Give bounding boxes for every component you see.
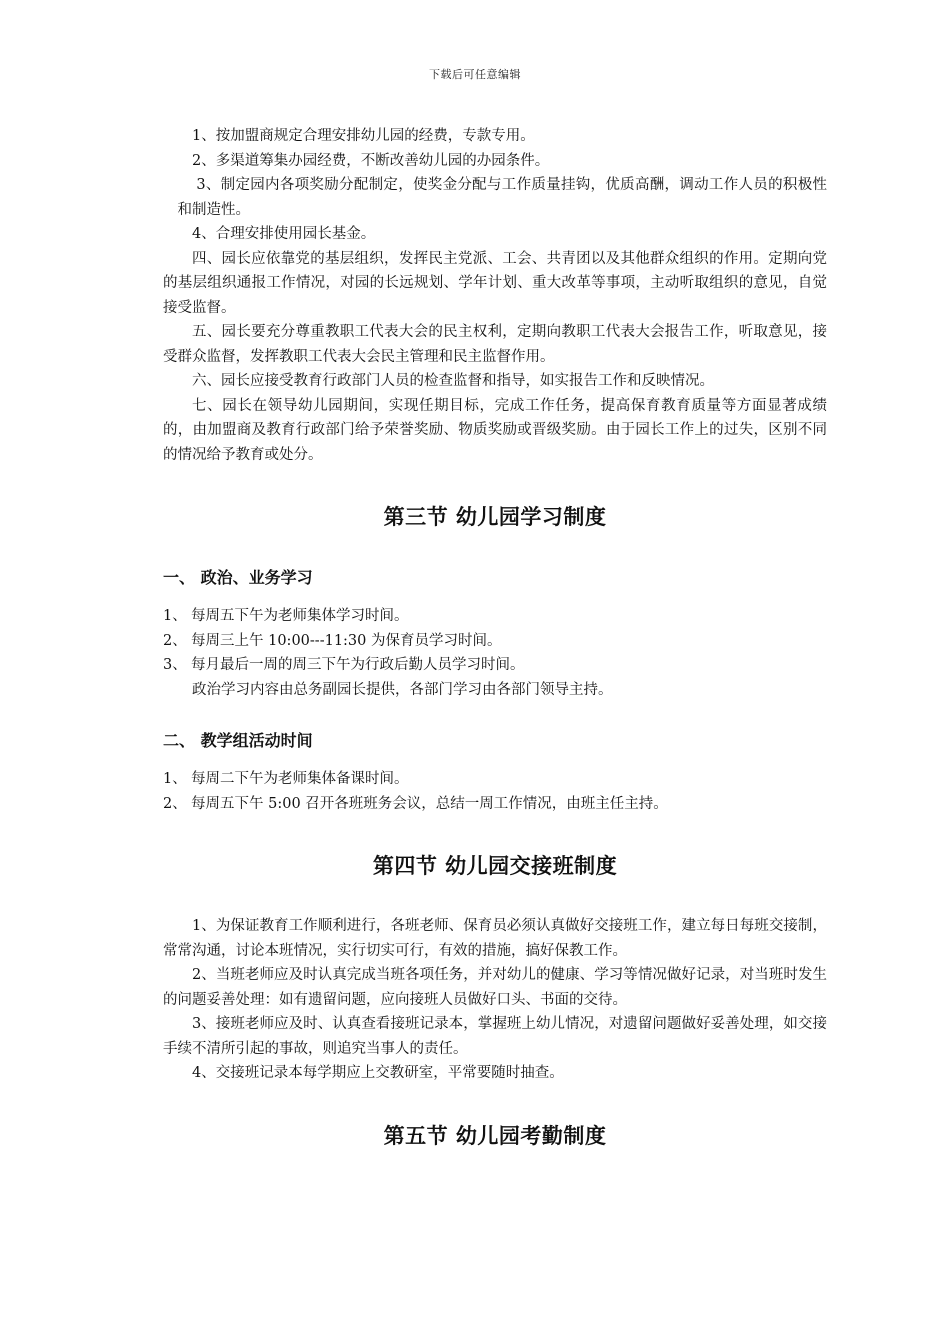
section-title: 第四节 幼儿园交接班制度 (372, 854, 618, 878)
section-title: 第五节 幼儿园考勤制度 (383, 1123, 607, 1148)
paragraph: 五、园长要充分尊重教职工代表大会的民主权利，定期向教职工代表大会报告工作，听取意见，接受群众监督，发挥教职工代表大会民主管理和民主监督作用。 (163, 324, 827, 365)
paragraph: 七、园长在领导幼儿园期间，实现任期目标，完成工作任务，提高保育教育质量等方面显著成绩的，由加盟商及教育行政部门给予荣誉奖励、物质奖励或晋级奖励。由于园长工作上的过失，区别不同的情况给予教育或处分。 (163, 397, 827, 463)
list-text: 每月最后一周的周三下午为行政后勤人员学习时间。 (191, 657, 525, 673)
list-item: 2、多渠道筹集办园经费，不断改善幼儿园的办园条件。 (192, 152, 550, 169)
list-item: 3、制定园内各项奖励分配制定，使奖金分配与工作质量挂钩，优质高酬，调动工作人员的积极性和制造性。 (177, 177, 827, 218)
paragraph: 2、当班老师应及时认真完成当班各项任务，并对幼儿的健康、学习等情况做好记录，对当班时发生的问题妥善处理：如有遗留问题，应向接班人员做好口头、书面的交待。 (163, 967, 827, 1008)
section-title: 第三节 幼儿园学习制度 (383, 505, 607, 529)
paragraph: 六、园长应接受教育行政部门人员的检查监督和指导，如实报告工作和反映情况。 (192, 373, 714, 389)
list-item: 1、按加盟商规定合理安排幼儿园的经费，专款专用。 (192, 128, 535, 144)
paragraph: 4、交接班记录本每学期应上交教研室，平常要随时抽查。 (192, 1065, 564, 1081)
paragraph: 3、接班老师应及时、认真查看接班记录本，掌握班上幼儿情况，对遗留问题做好妥善处理，如交接手续不清所引起的事故，则追究当事人的责任。 (163, 1016, 827, 1057)
list-text: 每周二下午为老师集体备课时间。 (191, 771, 409, 787)
list-text: 每周三上午 10:00---11:30 为保育员学习时间。 (191, 632, 502, 649)
list-text: 每周五下午 5:00 召开各班班务会议，总结一周工作情况，由班主任主持。 (191, 795, 668, 812)
list-number: 1、 (163, 608, 187, 624)
list-item (163, 629, 827, 654)
subsection-title: 一、 政治、业务学习 (163, 568, 313, 587)
list-number: 1、 (163, 771, 187, 787)
list-item (163, 604, 827, 629)
list-number: 2、 (163, 795, 187, 812)
paragraph: 政治学习内容由总务副园长提供，各部门学习由各部门领导主持。 (192, 681, 613, 698)
document-body (163, 124, 827, 1150)
page-header-note: 下载后可任意编辑 (429, 68, 521, 81)
subsection-title: 二、 教学组活动时间 (163, 731, 313, 750)
list-item (163, 653, 827, 678)
list-item (163, 767, 827, 792)
list-number: 2、 (163, 632, 187, 649)
list-item: 4、合理安排使用园长基金。 (192, 226, 376, 242)
list-item (163, 792, 827, 817)
paragraph: 1、为保证教育工作顺利进行，各班老师、保育员必须认真做好交接班工作，建立每日每班交接制，常常沟通，讨论本班情况，实行切实可行，有效的措施，搞好保教工作。 (163, 918, 827, 959)
paragraph: 四、园长应依靠党的基层组织，发挥民主党派、工会、共青团以及其他群众组织的作用。定期向党的基层组织通报工作情况，对园的长远规划、学年计划、重大改革等事项，主动听取组织的意见，自觉接受监督。 (163, 250, 827, 316)
list-text: 每周五下午为老师集体学习时间。 (191, 608, 409, 624)
list-number: 3、 (163, 657, 187, 673)
